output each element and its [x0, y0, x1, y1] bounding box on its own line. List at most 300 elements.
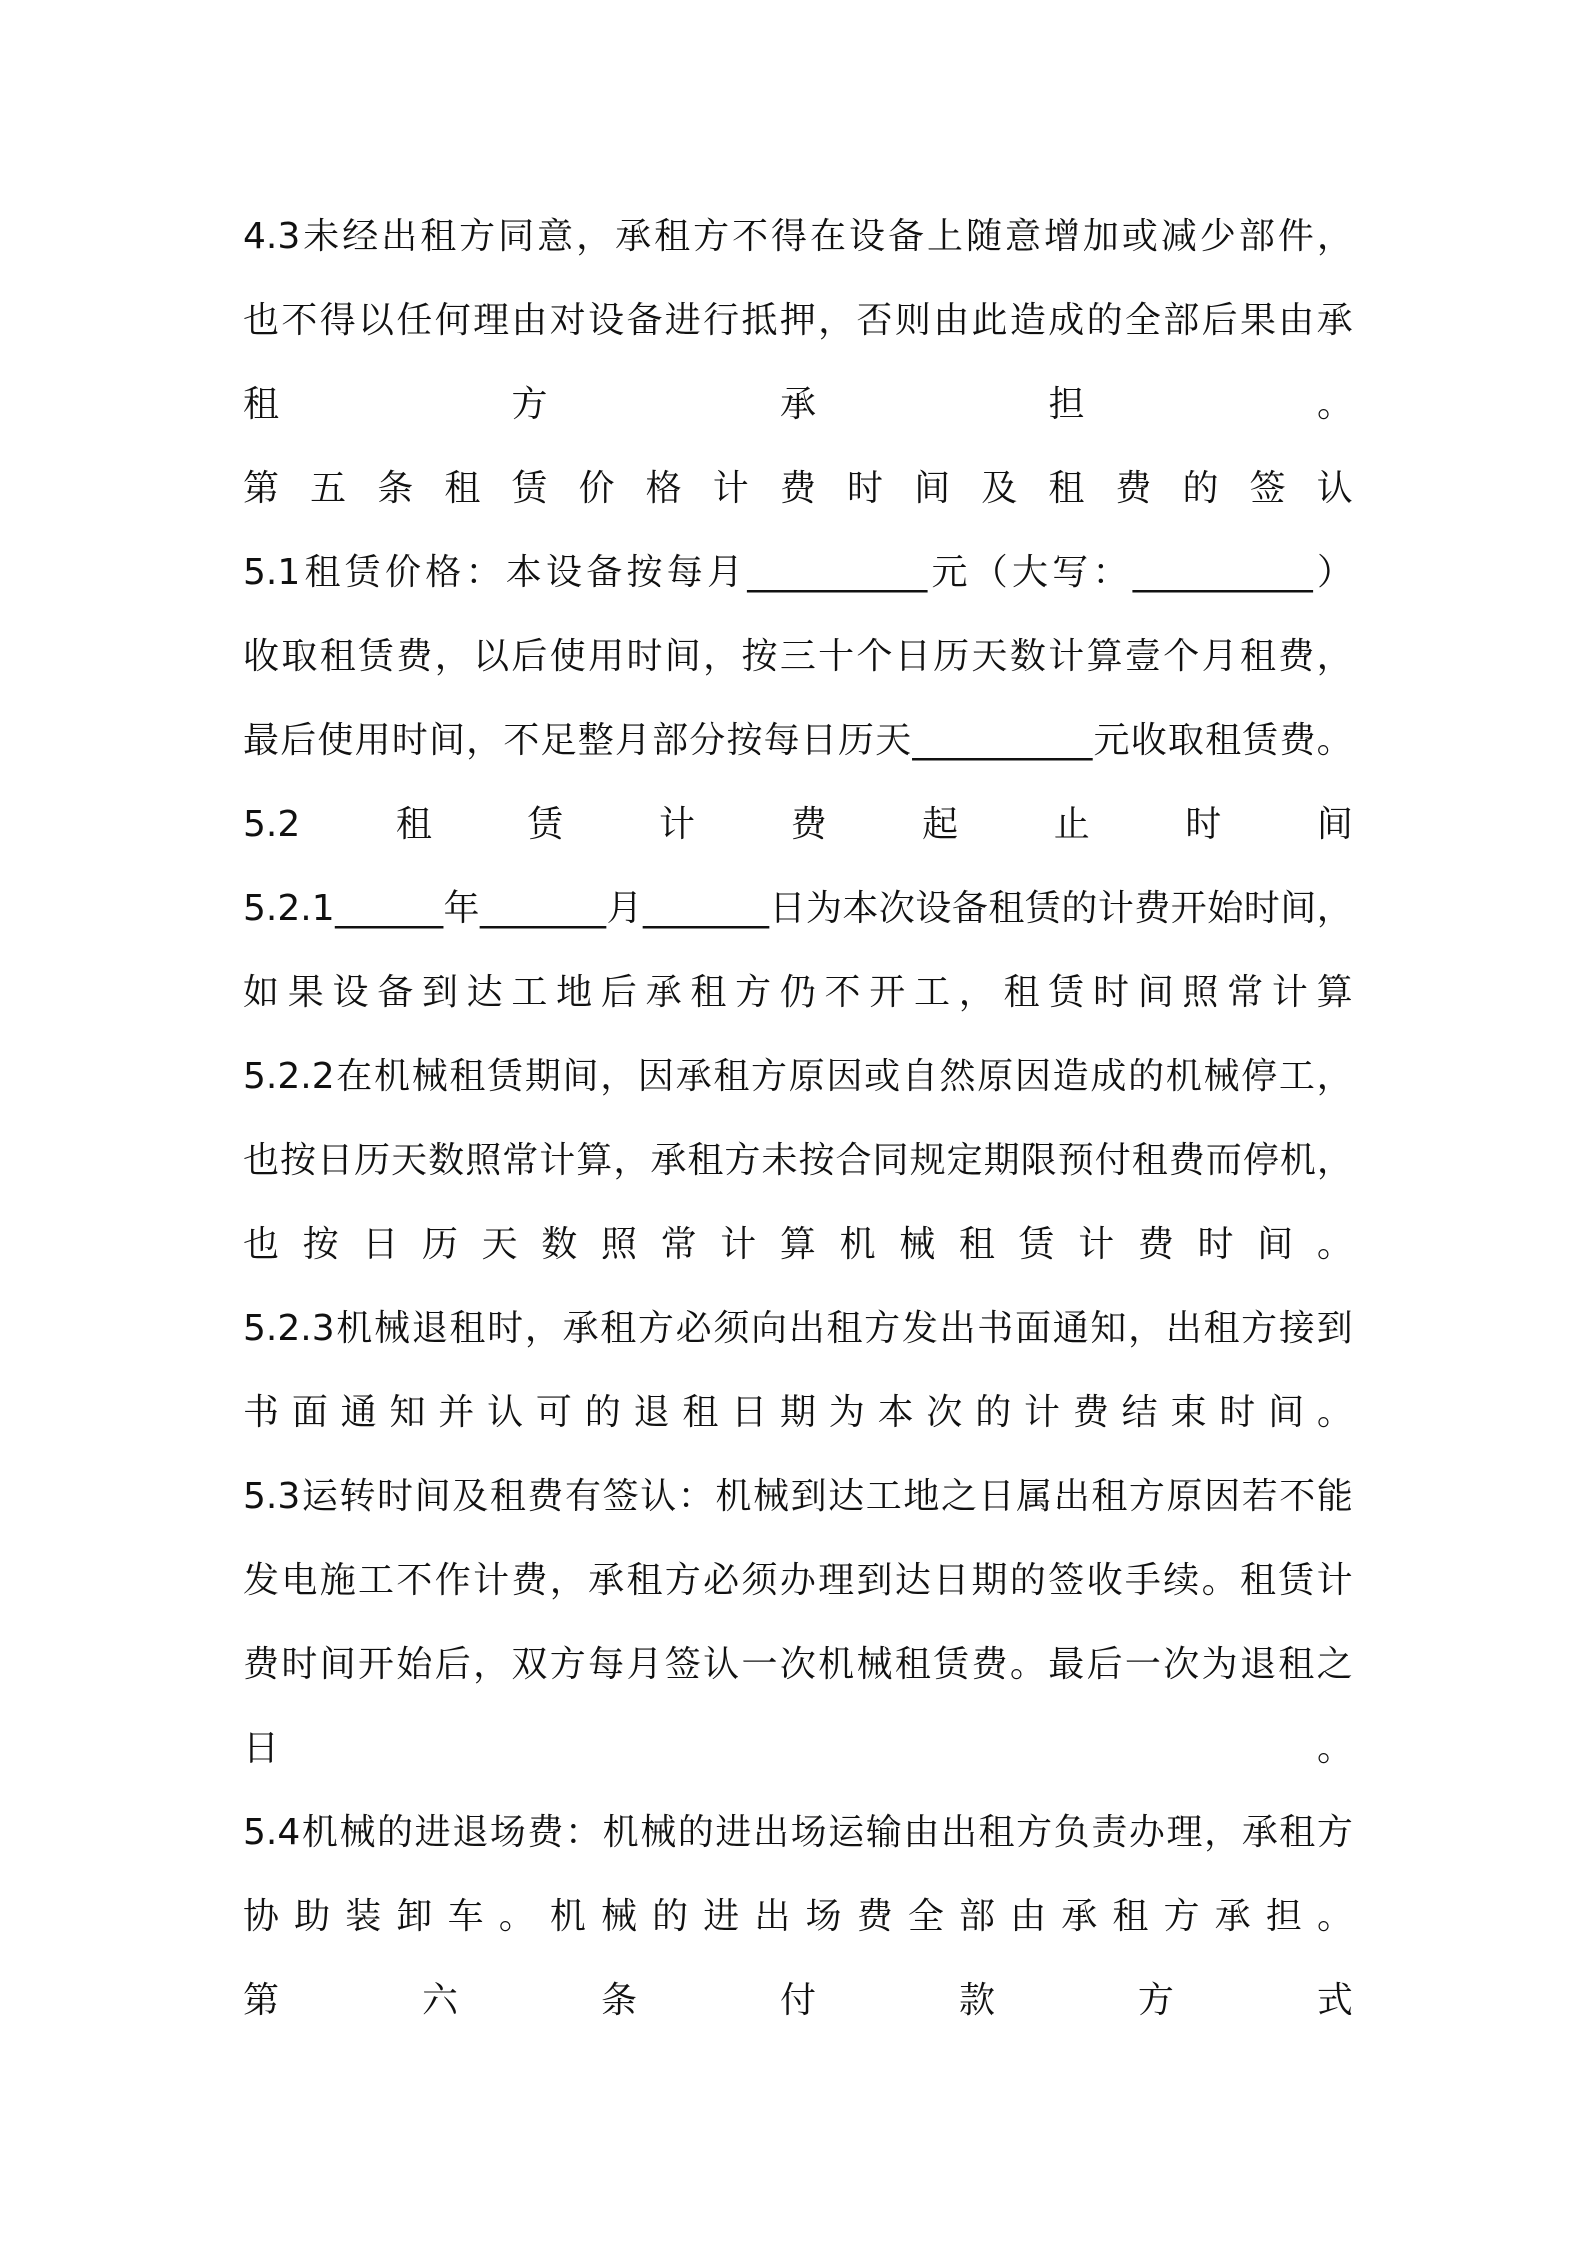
- text-fragment: 起: [922, 804, 959, 845]
- text-fragment: 租: [1003, 972, 1040, 1013]
- text-fragment: 的: [652, 1896, 689, 1937]
- text-fragment: 时: [1219, 1392, 1256, 1433]
- text-fragment: 费: [971, 1644, 1008, 1685]
- text-fragment: 算: [1086, 636, 1123, 677]
- text-fragment: 方: [664, 1560, 701, 1601]
- text-fragment: 日: [978, 1476, 1015, 1517]
- text-fragment: 照: [600, 1224, 637, 1265]
- text-fragment: ，: [958, 972, 995, 1013]
- text-fragment: 或: [864, 1056, 901, 1097]
- text-fragment: 手: [1124, 1560, 1161, 1601]
- text-fragment: 开: [869, 972, 906, 1013]
- text-fragment: 方: [1016, 1812, 1053, 1853]
- text-fragment: ，: [576, 216, 613, 257]
- text-fragment: 方: [864, 1308, 901, 1349]
- text-fragment: （: [971, 552, 1008, 593]
- text-fragment: 租: [1048, 468, 1085, 509]
- text-fragment: 计: [1078, 1224, 1115, 1265]
- text-fragment: 否: [856, 300, 893, 341]
- text-fragment: 承: [562, 1308, 599, 1349]
- text-line: [243, 951, 1353, 1035]
- text-fragment: 设: [915, 888, 952, 929]
- text-fragment: 日: [933, 1560, 970, 1601]
- text-fragment: 备: [888, 216, 925, 257]
- text-fragment: 年: [443, 888, 480, 929]
- text-fragment: 通: [340, 1392, 377, 1433]
- text-fragment: 租: [894, 1644, 931, 1685]
- text-fragment: 的: [1009, 1560, 1046, 1601]
- text-fragment: 租: [243, 384, 280, 425]
- text-fragment: 出: [1165, 1308, 1202, 1349]
- text-fragment: 办: [1128, 1812, 1165, 1853]
- text-fragment: 行: [703, 300, 740, 341]
- text-fragment: 未: [761, 1140, 798, 1181]
- text-fragment: 格: [425, 552, 462, 593]
- text-fragment: 租: [489, 1476, 526, 1517]
- text-fragment: 必: [703, 1560, 740, 1601]
- text-fragment: 机: [1165, 1056, 1202, 1097]
- text-fragment: 计: [712, 468, 749, 509]
- text-fragment: 。: [1316, 1896, 1353, 1937]
- text-fragment: 天: [481, 1224, 518, 1265]
- text-fragment: 此: [971, 300, 1008, 341]
- text-fragment: 的: [1061, 888, 1098, 929]
- text-fragment: 照: [1182, 972, 1219, 1013]
- text-fragment: 的: [677, 1812, 714, 1853]
- text-fragment: 械: [600, 1896, 637, 1937]
- text-fragment: 承: [1214, 1896, 1251, 1937]
- text-fragment: 方: [1316, 1812, 1353, 1853]
- text-fragment: 租: [395, 804, 432, 845]
- text-fragment: 预: [1057, 1140, 1094, 1181]
- text-fragment: 有: [565, 1476, 602, 1517]
- text-line: [243, 195, 1353, 279]
- text-fragment: 成: [1090, 1056, 1127, 1097]
- text-fragment: 为: [805, 888, 842, 929]
- text-fragment: 场: [489, 1812, 526, 1853]
- text-fragment: 部: [958, 1896, 995, 1937]
- text-fragment: 费: [1279, 720, 1316, 761]
- text-fragment: 次: [878, 888, 915, 929]
- text-fragment: 承: [615, 216, 652, 257]
- text-fragment: 按: [741, 636, 778, 677]
- text-fragment: 任: [396, 300, 433, 341]
- text-fragment: 得: [771, 216, 808, 257]
- text-line: [243, 1875, 1353, 1959]
- text-fragment: 到: [421, 972, 458, 1013]
- text-fragment: 以: [358, 300, 395, 341]
- text-fragment: 械: [339, 1812, 376, 1853]
- text-fragment: 开: [358, 1644, 395, 1685]
- text-fragment: 上: [926, 216, 963, 257]
- text-fragment: 械: [856, 1644, 893, 1685]
- text-fragment: 租: [319, 636, 356, 677]
- text-fragment: 知: [1090, 1308, 1127, 1349]
- text-fragment: 机: [1279, 1140, 1316, 1181]
- text-fragment: 5.2.2: [243, 1056, 335, 1097]
- text-fragment: 时: [487, 1308, 524, 1349]
- text-fragment: 电: [281, 1560, 318, 1601]
- text-fragment: 日: [243, 1728, 280, 1769]
- text-fragment: 月: [707, 552, 744, 593]
- text-fragment: 天: [875, 720, 912, 761]
- text-fragment: 不: [732, 216, 769, 257]
- text-fragment: 机: [602, 1812, 639, 1853]
- text-fragment: 定: [946, 1140, 983, 1181]
- text-fragment: 历: [354, 1140, 391, 1181]
- text-fragment: 械: [640, 1812, 677, 1853]
- text-fragment: 作: [434, 1560, 471, 1601]
- text-fragment: 然: [939, 1056, 976, 1097]
- text-fragment: 十: [818, 636, 855, 677]
- text-fragment: 出: [381, 216, 418, 257]
- text-fragment: 责: [1091, 1812, 1128, 1853]
- text-fragment: 租: [978, 1812, 1015, 1853]
- text-fragment: _______: [642, 888, 769, 929]
- text-fragment: 使: [317, 720, 354, 761]
- text-fragment: 的: [1182, 468, 1219, 509]
- text-fragment: 租: [826, 1308, 863, 1349]
- text-fragment: 算: [779, 1224, 816, 1265]
- text-fragment: 租: [1112, 1896, 1149, 1937]
- text-fragment: 意: [1004, 216, 1041, 257]
- text-fragment: 机: [818, 1644, 855, 1685]
- text-fragment: 日: [769, 888, 806, 929]
- text-fragment: 发: [901, 1308, 938, 1349]
- text-fragment: 费: [1168, 1140, 1205, 1181]
- text-fragment: 结: [1121, 1392, 1158, 1433]
- text-fragment: 取: [1167, 720, 1204, 761]
- text-fragment: ，: [818, 300, 855, 341]
- text-fragment: 开: [1170, 888, 1207, 929]
- text-line: [243, 867, 1353, 951]
- text-fragment: 出: [940, 1812, 977, 1853]
- text-fragment: 数: [1009, 636, 1046, 677]
- text-fragment: 由: [511, 300, 548, 341]
- text-fragment: 备: [377, 972, 414, 1013]
- text-fragment: 租: [304, 552, 341, 593]
- text-fragment: 数: [428, 1140, 465, 1181]
- text-fragment: ，: [1316, 1140, 1353, 1181]
- text-fragment: 每: [588, 1644, 625, 1685]
- text-fragment: 以: [473, 636, 510, 677]
- text-fragment: 及: [452, 1476, 489, 1517]
- text-fragment: 元: [931, 552, 968, 593]
- text-fragment: 时: [1092, 972, 1129, 1013]
- text-fragment: 费: [511, 1560, 548, 1601]
- text-fragment: 第: [243, 1980, 280, 2021]
- text-line: [243, 1791, 1353, 1875]
- text-fragment: 期: [983, 1140, 1020, 1181]
- text-fragment: ：: [677, 1476, 714, 1517]
- text-fragment: 助: [294, 1896, 331, 1937]
- text-fragment: 足: [540, 720, 577, 761]
- text-fragment: 装: [345, 1896, 382, 1937]
- text-fragment: 三: [779, 636, 816, 677]
- text-fragment: 4.3: [243, 216, 301, 257]
- text-fragment: 施: [319, 1560, 356, 1601]
- text-line: [243, 279, 1353, 363]
- text-line: [243, 1623, 1353, 1707]
- text-fragment: 大: [1011, 552, 1048, 593]
- text-fragment: 赁: [527, 804, 564, 845]
- text-fragment: 赁: [511, 468, 548, 509]
- text-line: [243, 1203, 1353, 1287]
- text-fragment: 租: [1279, 1812, 1316, 1853]
- text-fragment: 后: [1086, 1644, 1123, 1685]
- text-fragment: 备: [586, 552, 623, 593]
- text-fragment: 双: [511, 1644, 548, 1685]
- text-fragment: 间: [1257, 1224, 1294, 1265]
- text-fragment: 天: [391, 1140, 428, 1181]
- text-fragment: 收: [1130, 720, 1167, 761]
- text-fragment: 因: [637, 1056, 674, 1097]
- text-fragment: 全: [907, 1896, 944, 1937]
- text-fragment: 工: [1278, 1056, 1315, 1097]
- text-fragment: 在: [336, 1056, 373, 1097]
- text-fragment: 部: [1163, 300, 1200, 341]
- text-fragment: 不: [824, 972, 861, 1013]
- text-fragment: 原: [788, 1056, 825, 1097]
- text-fragment: ，: [466, 720, 503, 761]
- text-fragment: 机: [374, 1056, 411, 1097]
- text-fragment: 租: [1239, 1560, 1276, 1601]
- text-fragment: 计: [1048, 636, 1085, 677]
- text-fragment: 方: [1128, 1476, 1165, 1517]
- text-fragment: 若: [1241, 1476, 1278, 1517]
- text-fragment: 必: [675, 1308, 712, 1349]
- text-fragment: 五: [310, 468, 347, 509]
- text-fragment: 属: [1016, 1476, 1053, 1517]
- text-fragment: ，: [1316, 216, 1353, 257]
- text-fragment: 并: [438, 1392, 475, 1433]
- text-fragment: 因: [1014, 1056, 1051, 1097]
- text-line: [243, 615, 1353, 699]
- text-fragment: 械: [411, 1056, 448, 1097]
- text-fragment: 何: [434, 300, 471, 341]
- text-fragment: 计: [473, 1560, 510, 1601]
- text-fragment: 5.2.1: [243, 888, 335, 929]
- text-fragment: 时: [626, 636, 663, 677]
- text-fragment: 签: [1249, 468, 1286, 509]
- text-fragment: 果: [287, 972, 324, 1013]
- text-fragment: 本: [842, 888, 879, 929]
- text-line: [243, 1287, 1353, 1371]
- text-fragment: 达: [828, 1476, 865, 1517]
- text-fragment: 续: [1163, 1560, 1200, 1601]
- text-fragment: 时: [281, 1644, 318, 1685]
- text-fragment: 历: [421, 1224, 458, 1265]
- text-fragment: 租: [654, 216, 691, 257]
- text-fragment: 得: [319, 300, 356, 341]
- text-fragment: 间: [319, 1644, 356, 1685]
- text-fragment: 减: [1160, 216, 1197, 257]
- text-fragment: 的: [1128, 1056, 1165, 1097]
- text-fragment: 出: [1053, 1476, 1090, 1517]
- text-fragment: 一: [741, 1644, 778, 1685]
- text-fragment: 运: [301, 1476, 338, 1517]
- text-fragment: 。: [1316, 720, 1353, 761]
- text-fragment: 赁: [1278, 1560, 1315, 1601]
- text-fragment: ，: [473, 1644, 510, 1685]
- text-fragment: 在: [810, 216, 847, 257]
- text-fragment: 计: [1024, 1392, 1061, 1433]
- text-fragment: 后: [600, 972, 637, 1013]
- text-fragment: 方: [724, 1140, 761, 1181]
- text-fragment: 工: [358, 1560, 395, 1601]
- text-fragment: 赁: [1018, 1224, 1055, 1265]
- text-fragment: 赁: [487, 1056, 524, 1097]
- text-fragment: 书: [977, 1308, 1014, 1349]
- text-fragment: 止: [1053, 804, 1090, 845]
- text-fragment: 计: [658, 804, 695, 845]
- text-fragment: 条: [600, 1980, 637, 2021]
- text-fragment: 自: [901, 1056, 938, 1097]
- text-fragment: 租: [626, 1560, 663, 1601]
- text-fragment: 承: [1061, 1896, 1098, 1937]
- text-fragment: 计: [1316, 1560, 1353, 1601]
- text-fragment: 次: [779, 1644, 816, 1685]
- text-fragment: ，: [524, 1308, 561, 1349]
- text-fragment: ：: [565, 1812, 602, 1853]
- text-fragment: 赁: [1048, 972, 1085, 1013]
- text-fragment: 限: [1020, 1140, 1057, 1181]
- text-fragment: 按: [726, 720, 763, 761]
- text-fragment: 写: [1052, 552, 1089, 593]
- text-fragment: 元: [1093, 720, 1130, 761]
- text-fragment: 由: [1010, 1896, 1047, 1937]
- text-fragment: 出: [752, 1812, 789, 1853]
- text-fragment: 整: [577, 720, 614, 761]
- text-fragment: 方: [511, 384, 548, 425]
- text-line: [243, 1455, 1353, 1539]
- text-fragment: 天: [971, 636, 1008, 677]
- text-fragment: 可: [535, 1392, 572, 1433]
- text-fragment: 出: [788, 1308, 825, 1349]
- text-fragment: 月: [626, 1644, 663, 1685]
- text-fragment: 5.3: [243, 1476, 301, 1517]
- text-fragment: 设: [849, 216, 886, 257]
- text-fragment: 押: [779, 300, 816, 341]
- text-line: [243, 699, 1353, 783]
- text-fragment: 的: [1086, 300, 1123, 341]
- text-fragment: __________: [912, 720, 1093, 761]
- text-fragment: 5.1: [243, 552, 301, 593]
- text-fragment: 须: [741, 1560, 778, 1601]
- text-fragment: 进: [715, 1812, 752, 1853]
- text-fragment: 须: [713, 1308, 750, 1349]
- text-fragment: 租: [600, 1308, 637, 1349]
- text-fragment: 增: [1043, 216, 1080, 257]
- document-body: [243, 195, 1353, 2043]
- text-fragment: 机: [549, 1896, 586, 1937]
- text-fragment: 认: [1316, 468, 1353, 509]
- text-fragment: 租: [1205, 720, 1242, 761]
- text-fragment: 由: [1278, 300, 1315, 341]
- text-fragment: 。: [1316, 1392, 1353, 1433]
- text-fragment: 场: [805, 1896, 842, 1937]
- text-fragment: 月: [614, 720, 651, 761]
- text-fragment: 加: [1082, 216, 1119, 257]
- text-fragment: 备: [951, 888, 988, 929]
- text-fragment: ）: [1316, 552, 1353, 593]
- text-fragment: 认: [487, 1392, 524, 1433]
- text-fragment: 机: [839, 1224, 876, 1265]
- text-fragment: 后: [434, 1644, 471, 1685]
- text-fragment: 因: [1204, 1476, 1241, 1517]
- text-fragment: 费: [856, 1896, 893, 1937]
- text-fragment: ，: [600, 1056, 637, 1097]
- text-line: [243, 1119, 1353, 1203]
- text-fragment: 场: [790, 1812, 827, 1853]
- text-fragment: 费: [779, 468, 816, 509]
- text-fragment: 租: [1278, 1644, 1315, 1685]
- text-fragment: ______: [335, 888, 444, 929]
- text-fragment: 担: [1265, 1896, 1302, 1937]
- text-fragment: 理: [473, 300, 510, 341]
- text-fragment: 进: [414, 1812, 451, 1853]
- section-heading: [243, 1959, 1353, 2043]
- text-fragment: 工: [511, 972, 548, 1013]
- text-fragment: 方: [459, 216, 496, 257]
- text-fragment: ，: [549, 1560, 586, 1601]
- text-fragment: 经: [342, 216, 379, 257]
- text-fragment: 按: [280, 1140, 317, 1181]
- text-fragment: 的: [584, 1392, 621, 1433]
- text-fragment: 费: [1072, 1392, 1109, 1433]
- text-fragment: 机: [715, 1476, 752, 1517]
- text-fragment: 按: [626, 552, 663, 593]
- text-fragment: 租: [713, 1056, 750, 1097]
- text-fragment: 认: [640, 1476, 677, 1517]
- text-fragment: 常: [1227, 972, 1264, 1013]
- text-fragment: 个: [1163, 636, 1200, 677]
- text-fragment: 方: [751, 1056, 788, 1097]
- text-fragment: 费: [243, 1644, 280, 1685]
- text-fragment: 费: [396, 636, 433, 677]
- text-fragment: 机: [336, 1308, 373, 1349]
- text-fragment: 始: [1207, 888, 1244, 929]
- text-fragment: 机: [301, 1812, 338, 1853]
- text-fragment: 不: [1279, 1476, 1316, 1517]
- text-fragment: 租: [420, 216, 457, 257]
- text-fragment: 理: [1166, 1812, 1203, 1853]
- text-fragment: 造: [1052, 1056, 1089, 1097]
- text-fragment: 5.4: [243, 1812, 301, 1853]
- text-fragment: 5.2.3: [243, 1308, 335, 1349]
- text-fragment: 用: [354, 720, 391, 761]
- text-fragment: 由: [933, 300, 970, 341]
- text-fragment: 计: [720, 1224, 757, 1265]
- text-fragment: 认: [703, 1644, 740, 1685]
- text-fragment: 发: [243, 1560, 280, 1601]
- text-fragment: 达: [466, 972, 503, 1013]
- text-fragment: 随: [965, 216, 1002, 257]
- text-fragment: 束: [1170, 1392, 1207, 1433]
- text-fragment: 费: [790, 804, 827, 845]
- text-fragment: 合: [835, 1140, 872, 1181]
- text-fragment: 承: [779, 384, 816, 425]
- text-fragment: 担: [1048, 384, 1085, 425]
- text-fragment: 。: [498, 1896, 535, 1937]
- text-fragment: 间: [562, 1056, 599, 1097]
- text-fragment: 间: [914, 468, 951, 509]
- text-fragment: ，: [1204, 1812, 1241, 1853]
- text-fragment: 部: [652, 720, 689, 761]
- text-fragment: 签: [1048, 1560, 1085, 1601]
- text-fragment: 原: [1166, 1476, 1203, 1517]
- text-fragment: 时: [377, 1476, 414, 1517]
